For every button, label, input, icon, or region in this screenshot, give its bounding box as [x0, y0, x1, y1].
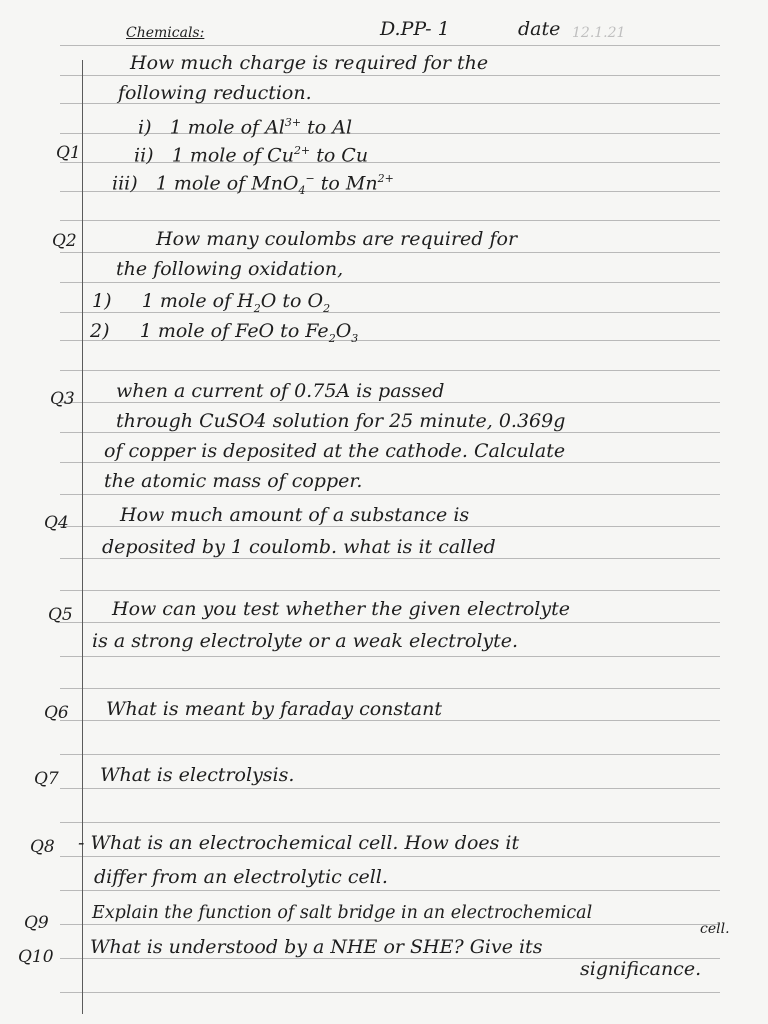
- question-number-6: Q6: [44, 703, 69, 723]
- ruled-line: [60, 402, 720, 403]
- date-label: date: [518, 18, 561, 40]
- question-5-line-1: How can you test whether the given electrolyte: [112, 598, 570, 620]
- ruled-line: [60, 924, 720, 925]
- question-1-item-2: ii) 1 mole of $Cu^{2+}$ to Cu: [134, 144, 369, 167]
- question-9-line-1-cont: cell.: [700, 921, 730, 937]
- ruled-line: [60, 494, 720, 495]
- question-1-item-3: iii) 1 mole of MnO$_4$− to $Mn^{2+}$: [112, 172, 394, 198]
- ruled-line: [60, 462, 720, 463]
- ruled-line: [60, 558, 720, 559]
- ruled-line: [60, 432, 720, 433]
- ruled-line: [60, 622, 720, 623]
- question-number-4: Q4: [44, 513, 69, 533]
- subject-heading: Chemicals:: [126, 25, 205, 41]
- question-8-line-1: - What is an electrochemical cell. How does it: [78, 832, 520, 854]
- ruled-line: [60, 788, 720, 789]
- question-number-8: Q8: [30, 837, 55, 857]
- ruled-line: [60, 75, 720, 76]
- question-number-10: Q10: [18, 947, 54, 967]
- ruled-line: [60, 590, 720, 591]
- question-number-1: Q1: [56, 143, 81, 163]
- ruled-line: [60, 890, 720, 891]
- question-5-line-2: is a strong electrolyte or a weak electrolyte.: [92, 630, 519, 652]
- ruled-line: [60, 754, 720, 755]
- question-10-line-1: What is understood by a NHE or SHE? Give its: [90, 936, 543, 958]
- date-value: 12.1.21: [572, 25, 626, 41]
- question-number-2: Q2: [52, 231, 77, 251]
- question-7-line-1: What is electrolysis.: [100, 764, 295, 786]
- ruled-line: [60, 220, 720, 221]
- question-2-item-2: 2) 1 mole of FeO to $Fe_2O_3$: [90, 320, 359, 345]
- ruled-line: [60, 822, 720, 823]
- question-2-line-2: the following oxidation,: [116, 258, 344, 280]
- ruled-line: [60, 252, 720, 253]
- question-3-line-1: when a current of 0.75A is passed: [116, 380, 445, 402]
- question-1-line-2: following reduction.: [118, 82, 312, 104]
- question-8-line-2: differ from an electrolytic cell.: [94, 866, 388, 888]
- question-number-7: Q7: [34, 769, 59, 789]
- question-2-item-1: 1) 1 mole of $H_2O$ to $O_2$: [92, 290, 331, 315]
- question-number-9: Q9: [24, 913, 49, 933]
- margin-line: [82, 60, 83, 1014]
- question-4-line-2: deposited by 1 coulomb. what is it called: [102, 536, 496, 558]
- ruled-line: [60, 282, 720, 283]
- question-10-line-2: significance.: [580, 958, 702, 980]
- question-number-5: Q5: [48, 605, 73, 625]
- question-3-line-2: through CuSO4 solution for 25 minute, 0.369g: [116, 410, 566, 432]
- question-3-line-4: the atomic mass of copper.: [104, 470, 363, 492]
- question-4-line-1: How much amount of a substance is: [120, 504, 470, 526]
- ruled-line: [60, 45, 720, 46]
- question-9-line-1: Explain the function of salt bridge in an electrochemical: [92, 903, 593, 923]
- ruled-line: [60, 370, 720, 371]
- question-number-3: Q3: [50, 389, 75, 409]
- ruled-line: [60, 688, 720, 689]
- question-1-line-1: How much charge is required for the: [130, 52, 489, 74]
- question-3-line-3: of copper is deposited at the cathode. Calculate: [104, 440, 566, 462]
- ruled-line: [60, 856, 720, 857]
- ruled-line: [60, 992, 720, 993]
- question-1-item-1: i) 1 mole of $Al^{3+}$ to Al: [138, 116, 353, 139]
- ruled-line: [60, 656, 720, 657]
- question-2-line-1: How many coulombs are required for: [156, 228, 518, 250]
- ruled-line: [60, 526, 720, 527]
- ruled-line: [60, 720, 720, 721]
- dpp-label: D.PP- 1: [380, 18, 450, 40]
- question-6-line-1: What is meant by faraday constant: [106, 698, 443, 720]
